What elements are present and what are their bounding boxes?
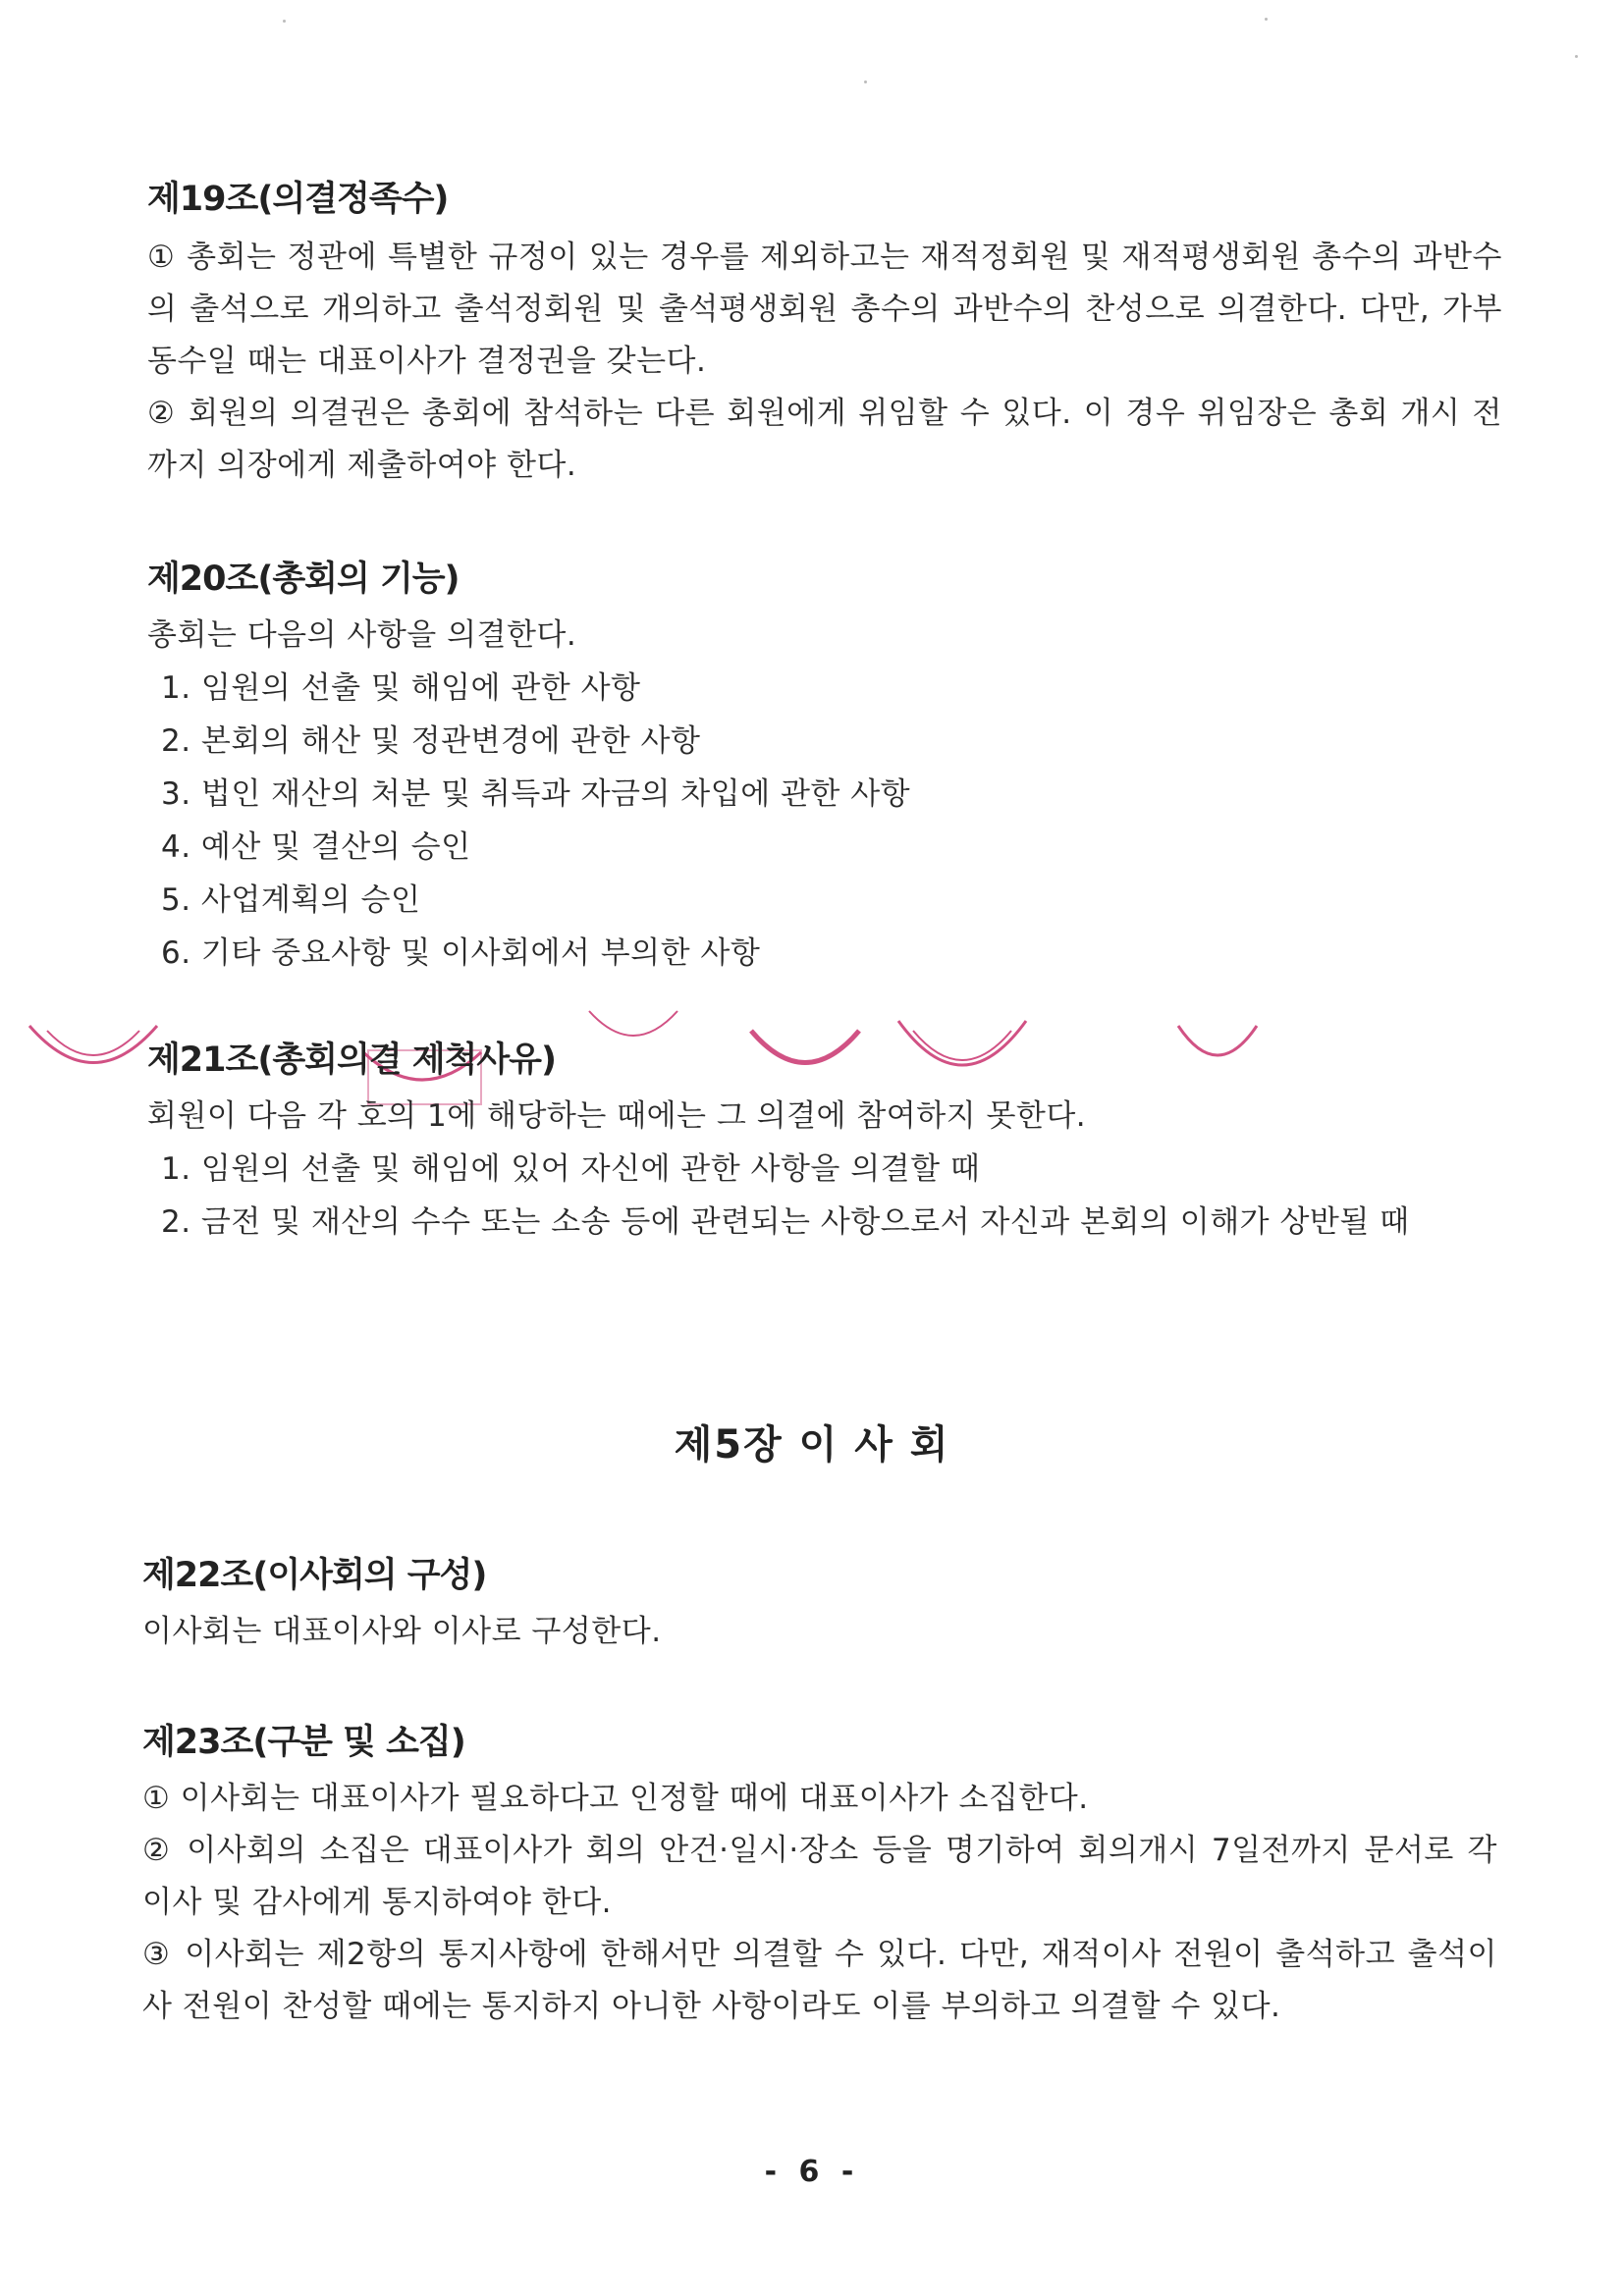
list-item: 4. 예산 및 결산의 승인 bbox=[161, 829, 471, 865]
scan-speck bbox=[1575, 55, 1578, 58]
scan-speck bbox=[1265, 18, 1268, 21]
list-item: 2. 금전 및 재산의 수수 또는 소송 등에 관련되는 사항으로서 자신과 본회의 이해가 상반될 때 bbox=[161, 1204, 1410, 1240]
list-item: 2. 본회의 해산 및 정관변경에 관한 사항 bbox=[161, 723, 701, 759]
article-19-heading: 제19조(의결정족수) bbox=[147, 180, 449, 219]
list-item: 3. 법인 재산의 처분 및 취득과 자금의 차입에 관한 사항 bbox=[161, 776, 911, 812]
chapter-title: 제5장 이 사 회 bbox=[674, 1422, 950, 1468]
article-21-list bbox=[147, 1143, 1502, 1249]
article-23-paragraph-1: ① 이사회는 대표이사가 필요하다고 인정할 때에 대표이사가 소집한다. bbox=[142, 1781, 1089, 1816]
article-19 bbox=[147, 175, 1502, 492]
article-23 bbox=[142, 1718, 1497, 2033]
scan-speck bbox=[283, 20, 286, 23]
article-22 bbox=[142, 1551, 1497, 1658]
list-item: 1. 임원의 선출 및 해임에 관한 사항 bbox=[161, 670, 641, 706]
article-23-paragraph-3: ③ 이사회는 제2항의 통지사항에 한해서만 의결할 수 있다. 다만, 재적이사 전원이 출석하고 출석이사 전원이 찬성할 때에는 통지하지 아니한 사항이라도 이를 부의하고 의결할 수 있다. bbox=[142, 1937, 1497, 2024]
article-22-heading: 제22조(이사회의 구성) bbox=[142, 1556, 487, 1595]
article-19-paragraph-1: ① 총회는 정관에 특별한 규정이 있는 경우를 제외하고는 재적정회원 및 재적평생회원 총수의 과반수의 출석으로 개의하고 출석정회원 및 출석평생회원 총수의 과반수의 찬성으로 의결한다. 다만, 가부동수일 때는 대표이사가 결정권을 갖는다. bbox=[147, 240, 1502, 379]
article-21 bbox=[147, 1036, 1502, 1249]
article-20-list bbox=[147, 662, 1502, 980]
article-19-paragraph-2: ② 회원의 의결권은 총회에 참석하는 다른 회원에게 위임할 수 있다. 이 경우 위임장은 총회 개시 전까지 의장에게 제출하여야 한다. bbox=[147, 396, 1502, 483]
article-20-heading: 제20조(총회의 기능) bbox=[147, 560, 460, 599]
list-item: 5. 사업계획의 승인 bbox=[161, 882, 421, 918]
list-item: 6. 기타 중요사항 및 이사회에서 부의한 사항 bbox=[161, 935, 761, 971]
seal-stamp-mark bbox=[589, 1011, 677, 1036]
list-item: 1. 임원의 선출 및 해임에 있어 자신에 관한 사항을 의결할 때 bbox=[161, 1151, 981, 1187]
scan-speck bbox=[864, 80, 867, 83]
article-23-paragraph-2: ② 이사회의 소집은 대표이사가 회의 안건·일시·장소 등을 명기하여 회의개시 7일전까지 문서로 각 이사 및 감사에게 통지하여야 한다. bbox=[142, 1833, 1497, 1920]
article-23-heading: 제23조(구분 및 소집) bbox=[142, 1723, 465, 1762]
article-21-intro: 회원이 다음 각 호의 1에 해당하는 때에는 그 의결에 참여하지 못한다. bbox=[147, 1098, 1087, 1134]
article-22-paragraph-1: 이사회는 대표이사와 이사로 구성한다. bbox=[142, 1614, 662, 1649]
article-21-heading: 제21조(총회의결 제척사유) bbox=[147, 1041, 556, 1080]
article-20 bbox=[147, 555, 1502, 980]
page-number: - 6 - bbox=[764, 2155, 860, 2189]
seal-stamp-mark bbox=[29, 1026, 157, 1063]
article-20-intro: 총회는 다음의 사항을 의결한다. bbox=[147, 617, 577, 653]
